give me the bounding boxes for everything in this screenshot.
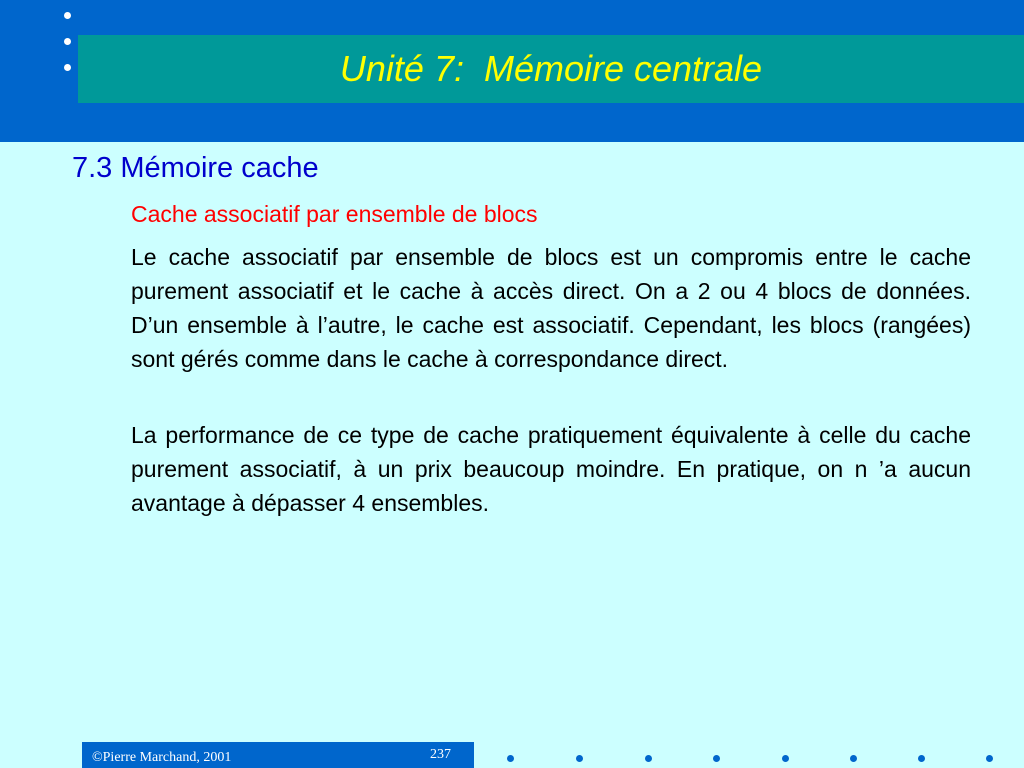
page-number: 237: [430, 747, 451, 762]
decorative-dot: [918, 755, 925, 762]
decorative-dot: [645, 755, 652, 762]
copyright-text: ©Pierre Marchand, 2001: [92, 750, 232, 765]
body-paragraph: Le cache associatif par ensemble de blocs est un compromis entre le cache purement associatif et le cache à accès direct. On a 2 ou 4 blocs de données. D’un ensemble à l’autre, le cache est associatif. Cependant, les blocs (rangées) sont gérés comme dans le cache à correspondance direct.: [131, 244, 971, 372]
footer-bar: [82, 742, 474, 768]
decorative-dot: [713, 755, 720, 762]
decorative-dot: [986, 755, 993, 762]
title-box: [78, 35, 1024, 103]
decorative-dot: [64, 12, 71, 19]
decorative-dot: [507, 755, 514, 762]
decorative-dot: [64, 64, 71, 71]
slide-title: Unité 7: Mémoire centrale: [339, 48, 763, 89]
decorative-dot: [576, 755, 583, 762]
decorative-dot: [64, 38, 71, 45]
section-subheading: Cache associatif par ensemble de blocs: [131, 201, 538, 227]
header-band: [0, 0, 1024, 142]
body-paragraph: La performance de ce type de cache pratiquement équivalente à celle du cache purement associatif, à un prix beaucoup moindre. En pratique, on n ’a aucun avantage à dépasser 4 ensembles.: [131, 422, 971, 516]
decorative-dot: [850, 755, 857, 762]
decorative-dot: [782, 755, 789, 762]
section-heading: 7.3 Mémoire cache: [72, 152, 319, 184]
